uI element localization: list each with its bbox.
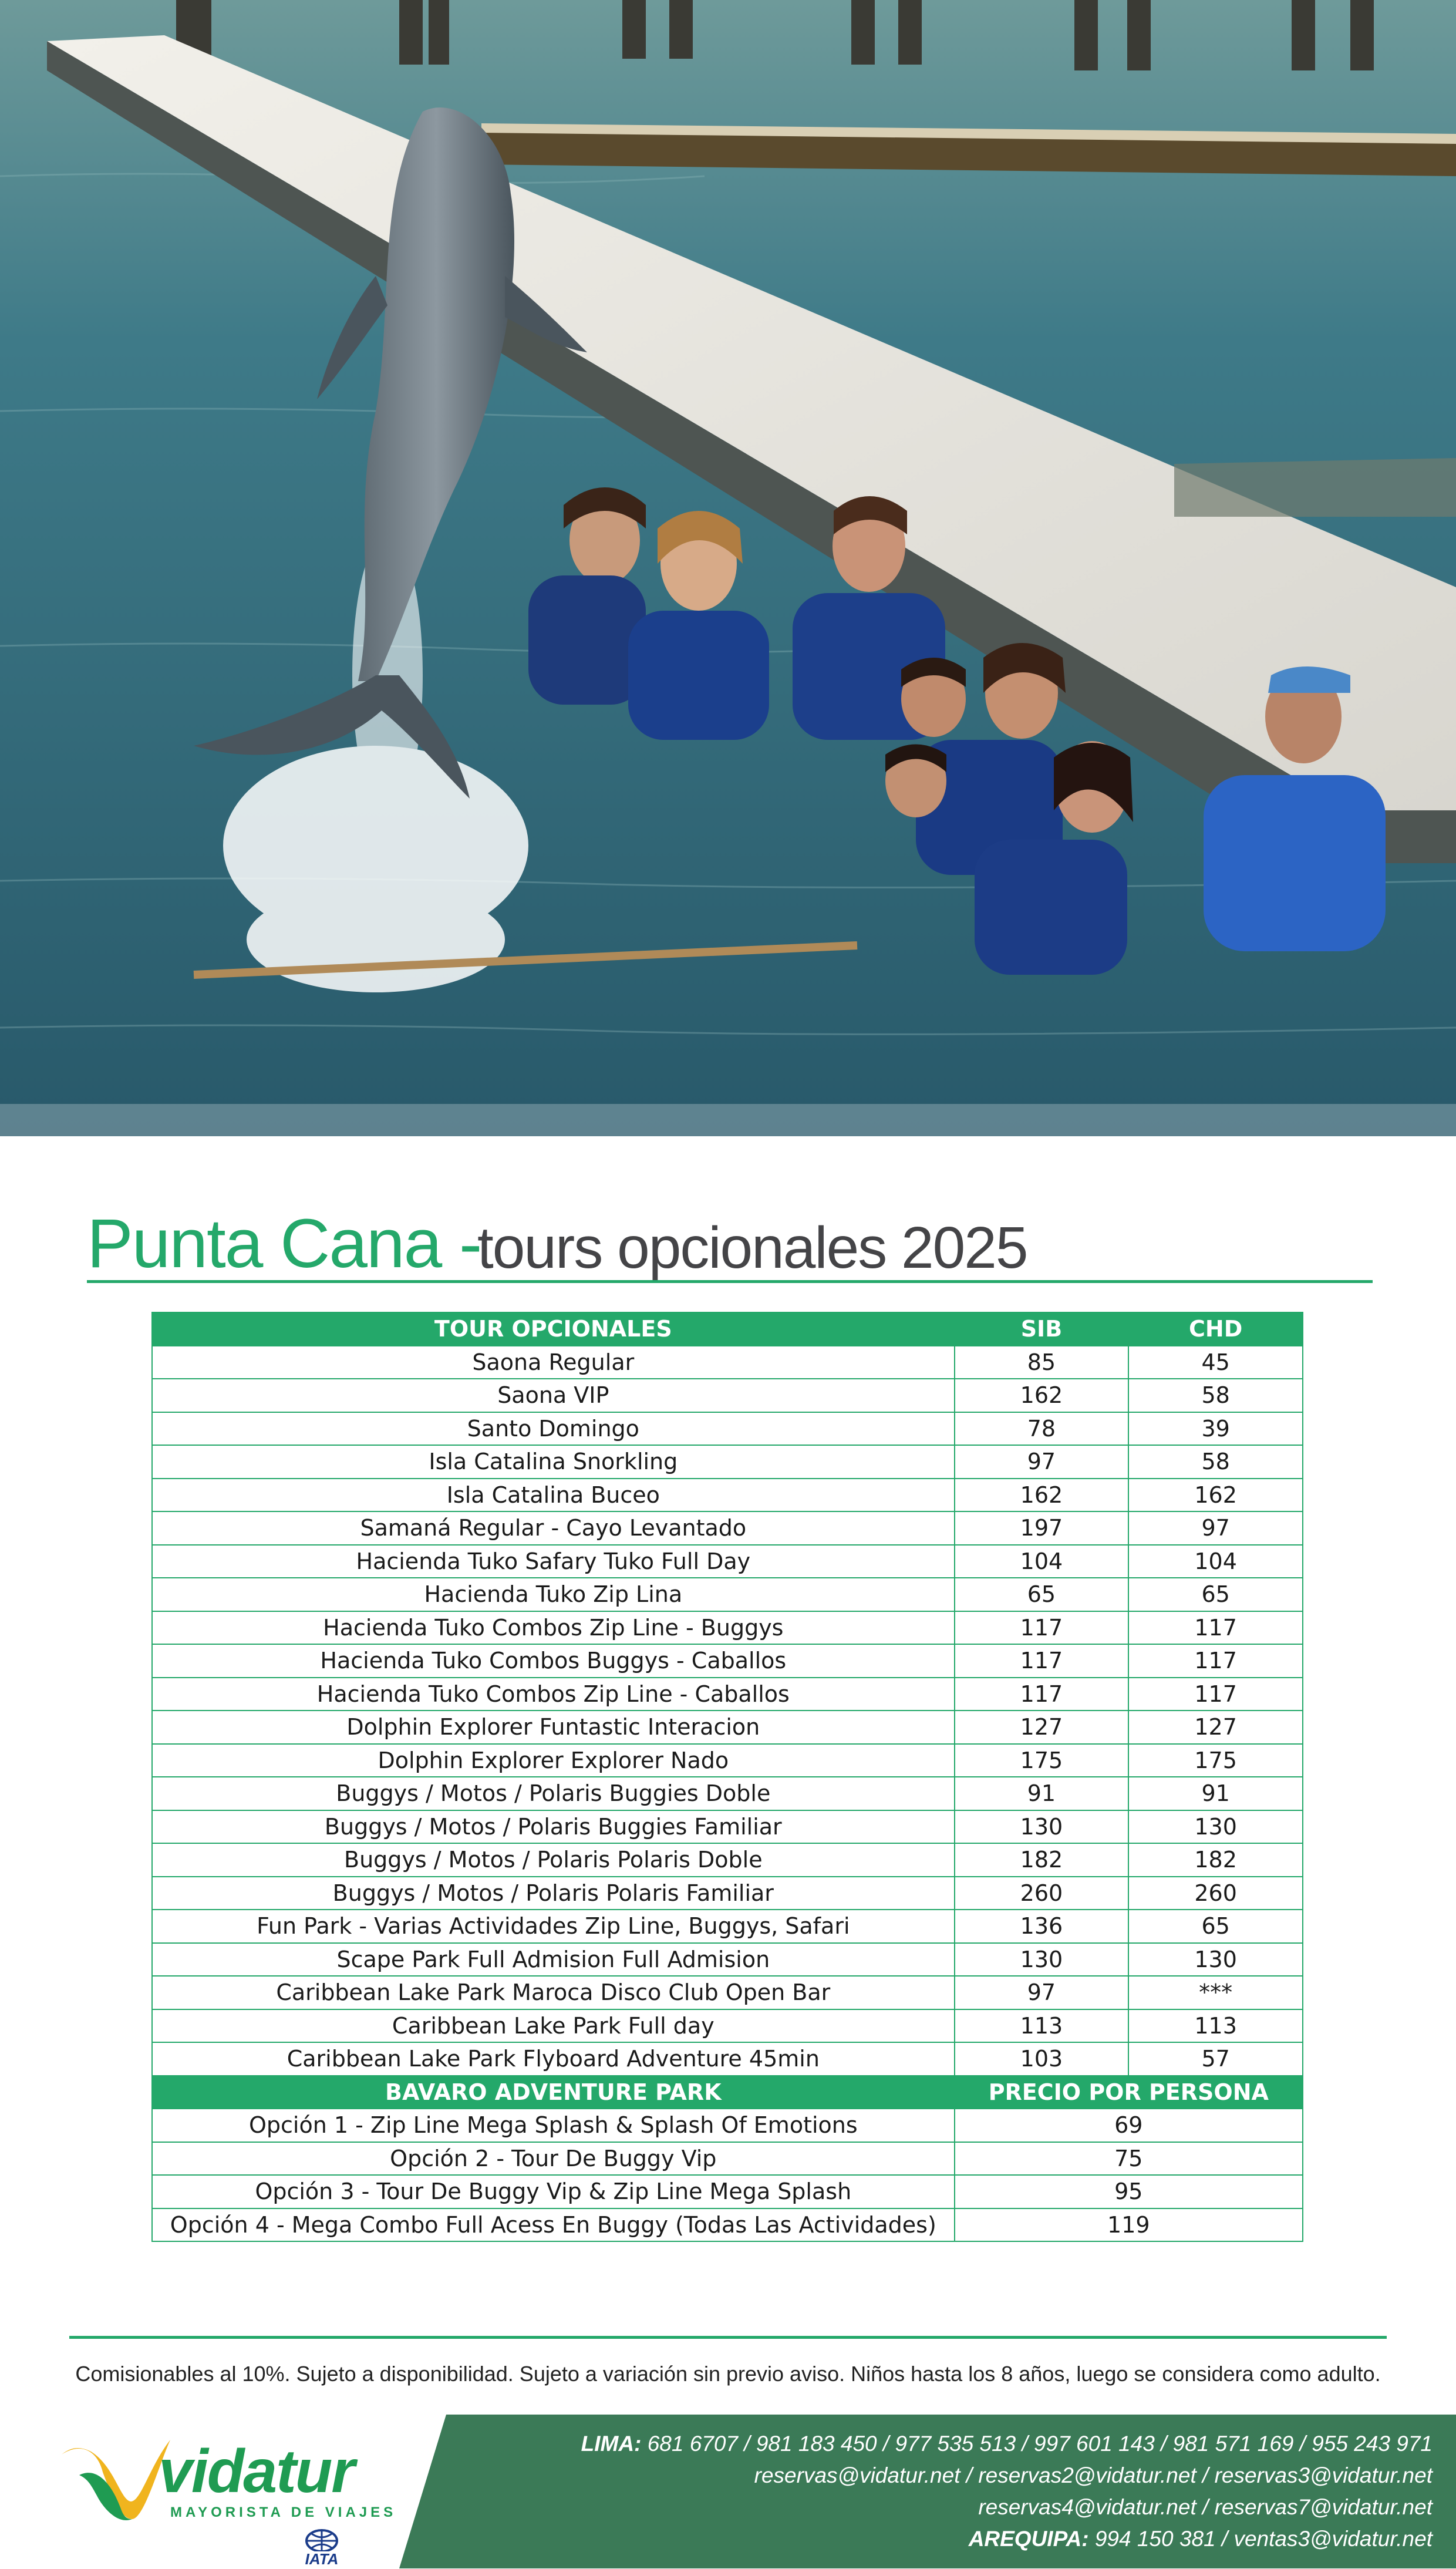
tour-name: Dolphin Explorer Explorer Nado <box>152 1744 955 1777</box>
tour-name: Isla Catalina Snorkling <box>152 1445 955 1479</box>
table-row <box>152 1877 1303 1910</box>
table-row <box>152 1943 1303 1977</box>
price-sib: 117 <box>955 1678 1129 1711</box>
price-chd: 45 <box>1128 1346 1303 1379</box>
table-row <box>152 1810 1303 1844</box>
vidatur-logo <box>56 2419 397 2568</box>
logo-wordmark: vidatur <box>159 2437 354 2506</box>
price-sib: 182 <box>955 1843 1129 1877</box>
price-sib: 162 <box>955 1379 1129 1412</box>
vidatur-swoosh-icon <box>56 2431 173 2531</box>
header-sib: SIB <box>955 1312 1129 1346</box>
price-chd: 39 <box>1128 1412 1303 1446</box>
tour-name: Caribbean Lake Park Maroca Disco Club Open Bar <box>152 1976 955 2009</box>
table-row <box>152 1412 1303 1446</box>
price-sib: 130 <box>955 1810 1129 1844</box>
tour-name: Hacienda Tuko Combos Zip Line - Buggys <box>152 1611 955 1645</box>
tour-name: Saona Regular <box>152 1346 955 1379</box>
disclaimer-note: Comisionables al 10%. Sujeto a disponibilidad. Sujeto a variación sin previo aviso. Niños hasta los 8 años, luego se considera como adulto. <box>75 2362 1381 2386</box>
tour-name: Samaná Regular - Cayo Levantado <box>152 1511 955 1545</box>
contact-arequipa-line <box>434 2523 1433 2555</box>
arequipa-info: 994 150 381 / ventas3@vidatur.net <box>1094 2527 1433 2551</box>
price-sib: 104 <box>955 1545 1129 1578</box>
title-subtitle: tours opcionales 2025 <box>477 1215 1027 1281</box>
header-bavaro: BAVARO ADVENTURE PARK <box>152 2076 955 2109</box>
header-price-per-person: PRECIO POR PERSONA <box>955 2076 1303 2109</box>
tour-name: Buggys / Motos / Polaris Buggies Familiar <box>152 1810 955 1844</box>
price-chd: 58 <box>1128 1379 1303 1412</box>
price-chd: *** <box>1128 1976 1303 2009</box>
price-sib: 85 <box>955 1346 1129 1379</box>
tour-name: Hacienda Tuko Combos Buggys - Caballos <box>152 1644 955 1678</box>
table-row <box>152 1843 1303 1877</box>
bavaro-price: 119 <box>955 2208 1303 2242</box>
price-sib: 260 <box>955 1877 1129 1910</box>
table-row <box>152 1578 1303 1611</box>
price-chd: 117 <box>1128 1644 1303 1678</box>
bavaro-option: Opción 3 - Tour De Buggy Vip & Zip Line Mega Splash <box>152 2175 955 2208</box>
logo-tagline: MAYORISTA DE VIAJES <box>170 2504 397 2520</box>
tours-price-table <box>151 1312 1303 2242</box>
price-sib: 197 <box>955 1511 1129 1545</box>
bavaro-row <box>152 2109 1303 2142</box>
table-row <box>152 1511 1303 1545</box>
price-sib: 175 <box>955 1744 1129 1777</box>
price-sib: 65 <box>955 1578 1129 1611</box>
bavaro-header-row <box>152 2076 1303 2109</box>
dolphin-lagoon-illustration <box>0 0 1456 1136</box>
table-row <box>152 1346 1303 1379</box>
price-chd: 175 <box>1128 1744 1303 1777</box>
contact-emails-2: reservas4@vidatur.net / reservas7@vidatur.net <box>978 2495 1433 2519</box>
price-chd: 104 <box>1128 1545 1303 1578</box>
price-chd: 127 <box>1128 1711 1303 1744</box>
tour-name: Scape Park Full Admision Full Admision <box>152 1943 955 1977</box>
bavaro-row <box>152 2175 1303 2208</box>
table-row <box>152 1744 1303 1777</box>
price-sib: 130 <box>955 1943 1129 1977</box>
price-chd: 65 <box>1128 1910 1303 1943</box>
price-chd: 97 <box>1128 1511 1303 1545</box>
arequipa-label: AREQUIPA: <box>968 2527 1089 2551</box>
page-title <box>87 1204 1373 1283</box>
tour-name: Caribbean Lake Park Full day <box>152 2009 955 2043</box>
table-row <box>152 1545 1303 1578</box>
tour-name: Caribbean Lake Park Flyboard Adventure 45min <box>152 2042 955 2076</box>
tour-name: Buggys / Motos / Polaris Polaris Familiar <box>152 1877 955 1910</box>
bavaro-price: 69 <box>955 2109 1303 2142</box>
tour-name: Hacienda Tuko Zip Lina <box>152 1578 955 1611</box>
price-chd: 58 <box>1128 1445 1303 1479</box>
tour-name: Santo Domingo <box>152 1412 955 1446</box>
title-destination: Punta Cana - <box>87 1205 481 1282</box>
price-sib: 117 <box>955 1611 1129 1645</box>
lima-label: LIMA: <box>581 2432 642 2456</box>
tour-name: Hacienda Tuko Combos Zip Line - Caballos <box>152 1678 955 1711</box>
price-sib: 162 <box>955 1479 1129 1512</box>
tour-name: Isla Catalina Buceo <box>152 1479 955 1512</box>
tour-name: Hacienda Tuko Safary Tuko Full Day <box>152 1545 955 1578</box>
table-header-row <box>152 1312 1303 1346</box>
price-chd: 182 <box>1128 1843 1303 1877</box>
table-row <box>152 1910 1303 1943</box>
table-row <box>152 1976 1303 2009</box>
bavaro-row <box>152 2142 1303 2176</box>
note-divider <box>69 2336 1387 2339</box>
bavaro-option: Opción 1 - Zip Line Mega Splash & Splash Of Emotions <box>152 2109 955 2142</box>
contact-info <box>434 2428 1433 2555</box>
price-chd: 113 <box>1128 2009 1303 2043</box>
bavaro-price: 75 <box>955 2142 1303 2176</box>
table-row <box>152 2009 1303 2043</box>
lima-phones: 681 6707 / 981 183 450 / 977 535 513 / 997 601 143 / 981 571 169 / 955 243 971 <box>647 2432 1433 2456</box>
tour-name: Buggys / Motos / Polaris Buggies Doble <box>152 1777 955 1810</box>
globe-icon <box>295 2528 348 2551</box>
table-row <box>152 1644 1303 1678</box>
price-chd: 91 <box>1128 1777 1303 1810</box>
tour-name: Saona VIP <box>152 1379 955 1412</box>
price-sib: 136 <box>955 1910 1129 1943</box>
price-chd: 260 <box>1128 1877 1303 1910</box>
price-sib: 97 <box>955 1976 1129 2009</box>
price-sib: 113 <box>955 2009 1129 2043</box>
table-row <box>152 1379 1303 1412</box>
table-row <box>152 1611 1303 1645</box>
bavaro-price: 95 <box>955 2175 1303 2208</box>
table-row <box>152 2042 1303 2076</box>
table-row <box>152 1777 1303 1810</box>
price-sib: 117 <box>955 1644 1129 1678</box>
price-chd: 117 <box>1128 1611 1303 1645</box>
table-row <box>152 1711 1303 1744</box>
contact-lima-line <box>434 2428 1433 2460</box>
tour-name: Buggys / Motos / Polaris Polaris Doble <box>152 1843 955 1877</box>
tour-name: Fun Park - Varias Actividades Zip Line, Buggys, Safari <box>152 1910 955 1943</box>
price-sib: 127 <box>955 1711 1129 1744</box>
table-row <box>152 1479 1303 1512</box>
price-chd: 57 <box>1128 2042 1303 2076</box>
table-row <box>152 1678 1303 1711</box>
contact-emails-1: reservas@vidatur.net / reservas2@vidatur.net / reservas3@vidatur.net <box>754 2463 1433 2487</box>
price-chd: 65 <box>1128 1578 1303 1611</box>
price-sib: 91 <box>955 1777 1129 1810</box>
bavaro-option: Opción 2 - Tour De Buggy Vip <box>152 2142 955 2176</box>
price-sib: 97 <box>955 1445 1129 1479</box>
header-chd: CHD <box>1128 1312 1303 1346</box>
header-tour: TOUR OPCIONALES <box>152 1312 955 1346</box>
price-sib: 103 <box>955 2042 1129 2076</box>
bavaro-row <box>152 2208 1303 2242</box>
price-sib: 78 <box>955 1412 1129 1446</box>
bavaro-option: Opción 4 - Mega Combo Full Acess En Buggy (Todas Las Actividades) <box>152 2208 955 2242</box>
table-row <box>152 1445 1303 1479</box>
iata-badge <box>295 2528 348 2569</box>
price-chd: 162 <box>1128 1479 1303 1512</box>
iata-label: IATA <box>305 2550 339 2568</box>
price-chd: 130 <box>1128 1810 1303 1844</box>
price-chd: 130 <box>1128 1943 1303 1977</box>
price-chd: 117 <box>1128 1678 1303 1711</box>
hero-photo <box>0 0 1456 1136</box>
tour-name: Dolphin Explorer Funtastic Interacion <box>152 1711 955 1744</box>
